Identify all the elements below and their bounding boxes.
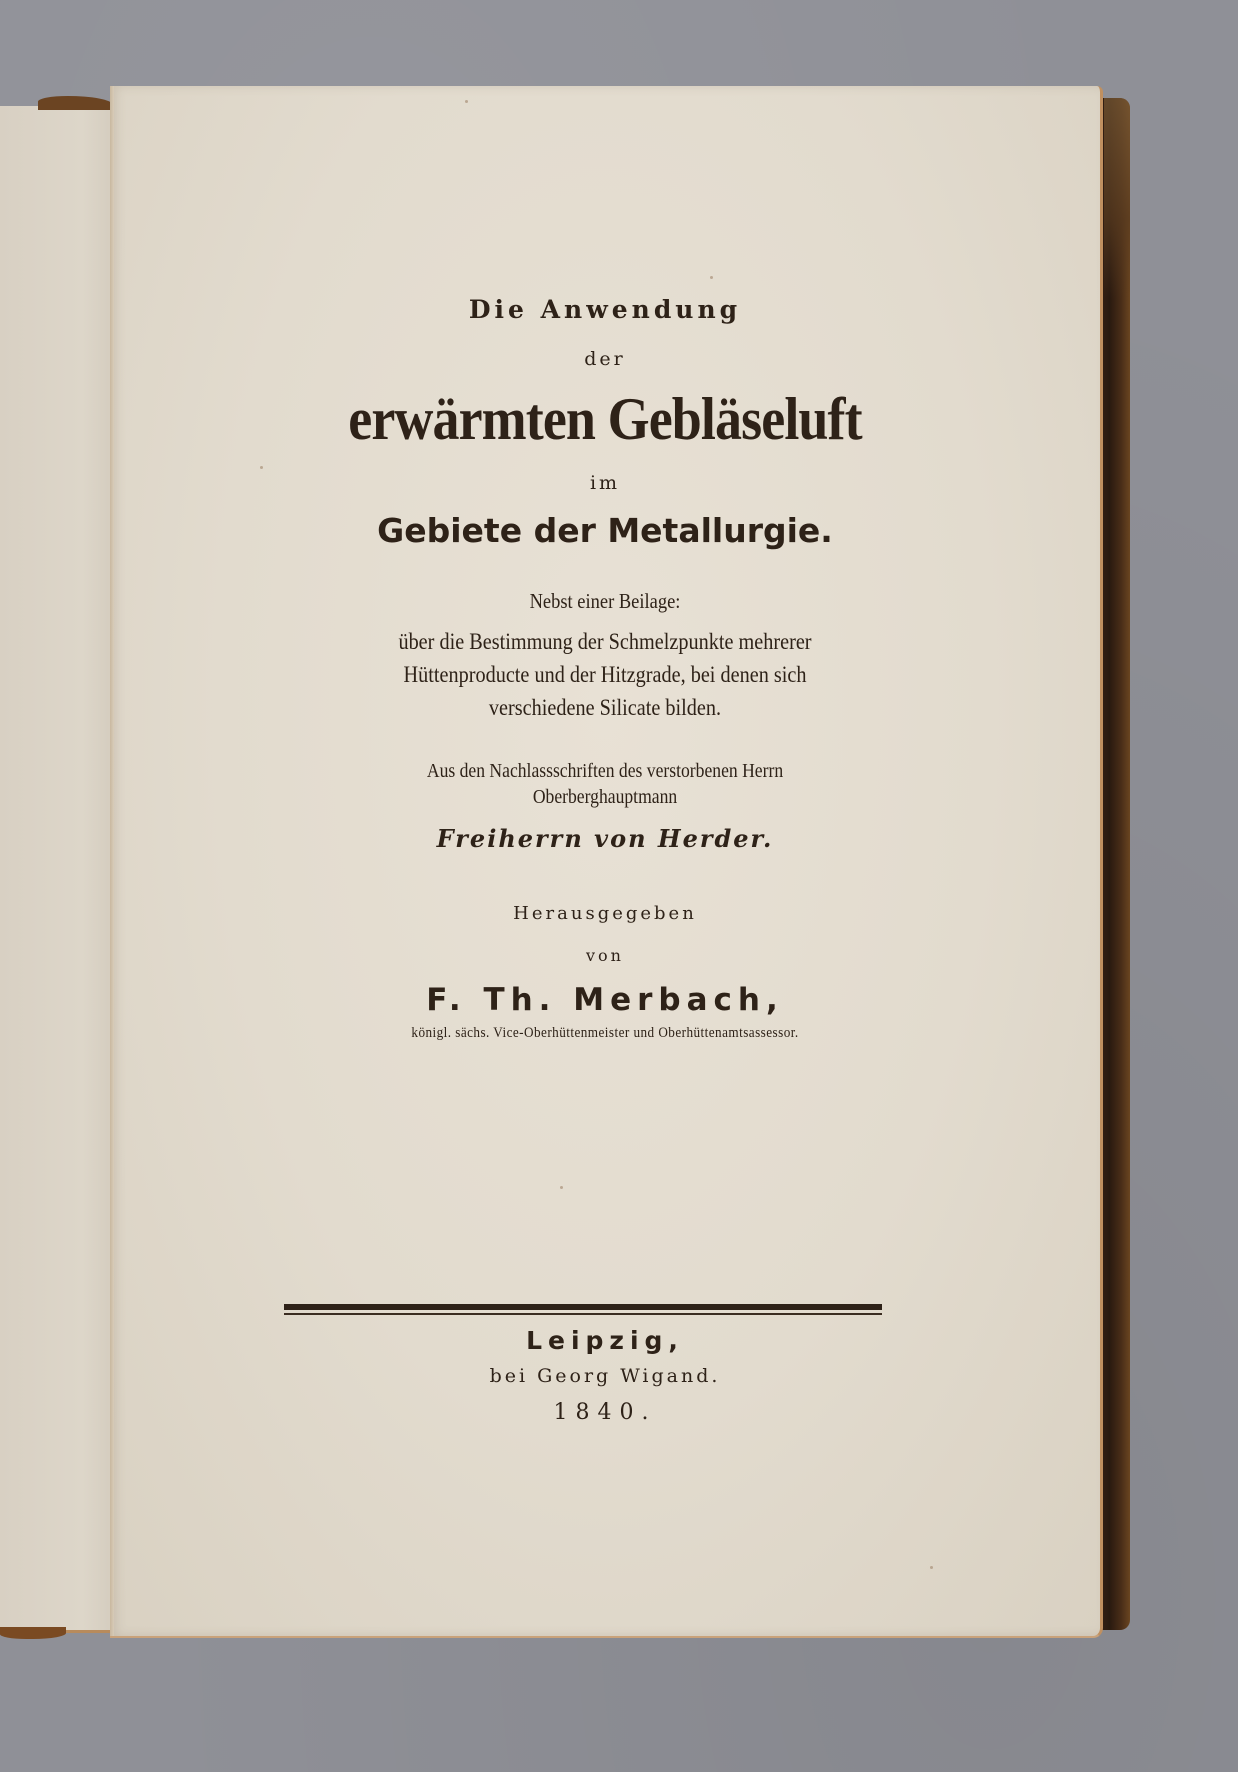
book-cover-wear [1104,98,1130,298]
editor-name: F. Th. Merbach, [426,982,784,1018]
supplement-line-2: Hüttenproducte und der Hitzgrade, bei denen sich [403,662,807,687]
title-line-im: im [589,472,621,494]
paper-speck [560,1186,563,1189]
left-page [0,106,118,1633]
imprint-year: 1840. [553,1400,657,1425]
editor-label: Herausgegeben [513,903,697,924]
author-name: Freiherrn von Herder. [436,824,774,853]
paper-speck [260,466,263,469]
source-line-1: Aus den Nachlassschriften des verstorbenen Herrn [426,760,784,782]
editor-title: königl. sächs. Vice-Oberhüttenmeister und Oberhüttenamtsassessor. [411,1025,799,1041]
title-line-die-anwendung: Die Anwendung [468,295,742,324]
divider-rule-thin [284,1313,882,1315]
title-page-content [110,86,1100,1636]
source-line-2: Oberberghauptmann [532,786,678,808]
paper-speck [710,276,713,279]
supplement-line-1: über die Bestimmung der Schmelzpunkte mehrerer [398,629,812,654]
subtitle-metallurgie: Gebiete der Metallurgie. [377,511,833,550]
left-page-torn-edge-bottom [0,1627,66,1639]
imprint-publisher: bei Georg Wigand. [489,1365,721,1387]
title-line-der: der [584,348,626,370]
main-title: erwärmten Gebläseluft [348,386,862,452]
editor-von: von [586,946,624,965]
supplement-intro: Nebst einer Beilage: [529,589,681,613]
paper-speck [930,1566,933,1569]
left-page-torn-edge-top [38,96,112,110]
imprint-city: Leipzig, [526,1326,684,1355]
divider-rule-thick [284,1304,882,1310]
paper-speck [465,100,468,103]
supplement-line-3: verschiedene Silicate bilden. [488,695,722,720]
